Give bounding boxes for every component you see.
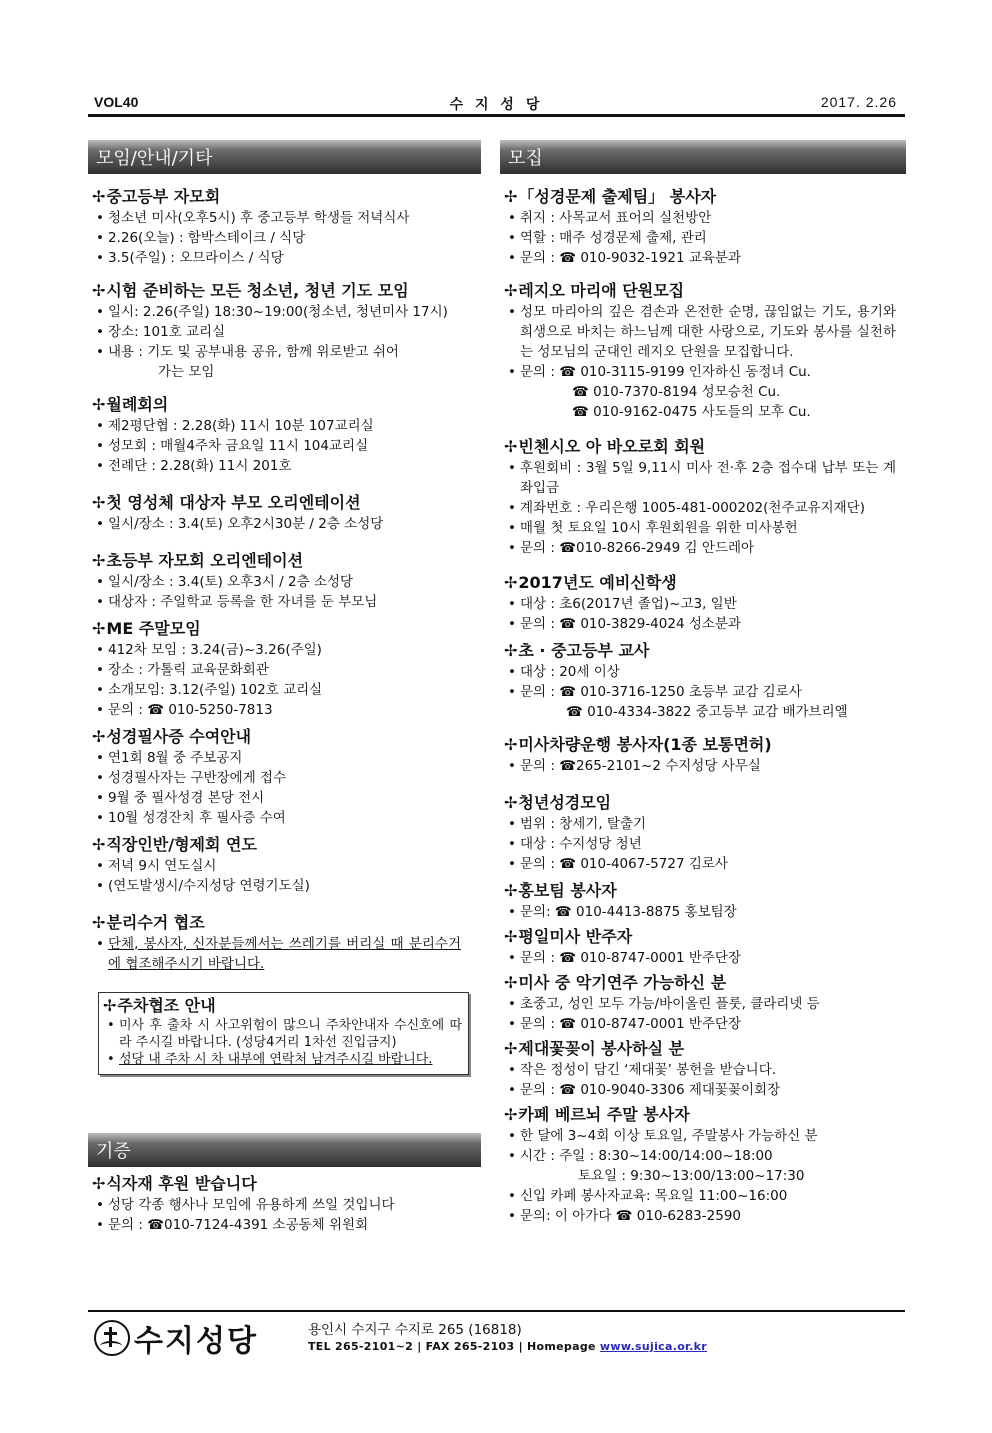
recruit-line: 대상 : 초6(2017년 졸업)~고3, 일반 xyxy=(520,596,737,612)
notice-item xyxy=(88,834,481,896)
bullet-icon: • xyxy=(508,1082,516,1098)
recruit-line: 작은 정성이 담긴 ‘제대꽃’ 봉헌을 받습니다. xyxy=(520,1062,777,1078)
bullet-icon: • xyxy=(96,1197,104,1213)
recruit-title: 「성경문제 출제팀」 봉사자 xyxy=(518,187,717,206)
bullet-icon: • xyxy=(96,304,104,320)
recruit-item xyxy=(500,1038,906,1100)
bullet-icon: • xyxy=(508,304,516,320)
bullet-icon: • xyxy=(96,682,104,698)
bullet-icon: • xyxy=(96,878,104,894)
volume-number: VOL40 xyxy=(94,94,139,110)
bullet-icon: • xyxy=(508,1016,516,1032)
cross-icon: ✢ xyxy=(504,437,518,456)
header-divider xyxy=(88,114,905,117)
bullet-icon: • xyxy=(96,418,104,434)
bullet-icon: • xyxy=(96,1217,104,1233)
notice-line: 제2평단협 : 2.28(화) 11시 10분 107교리실 xyxy=(108,418,374,434)
notice-title: 첫 영성체 대상자 부모 오리엔테이션 xyxy=(106,493,361,512)
recruit-item xyxy=(500,186,906,268)
notice-line: 412차 모임 : 3.24(금)~3.26(주일) xyxy=(108,642,322,658)
bullet-icon: • xyxy=(96,790,104,806)
cross-icon: ✢ xyxy=(103,996,117,1015)
recruit-line: 대상 : 20세 이상 xyxy=(520,664,620,680)
bullet-icon: • xyxy=(96,574,104,590)
notice-item xyxy=(88,1173,481,1235)
bullet-icon: • xyxy=(508,1128,516,1144)
parish-address: 용인시 수지구 수지로 265 (16818) xyxy=(308,1322,522,1338)
recruit-line: 신입 카페 봉사자교육: 목요일 11:00~16:00 xyxy=(520,1188,788,1204)
cross-icon: ✢ xyxy=(92,835,106,854)
bullet-icon: • xyxy=(508,210,516,226)
recruit-item xyxy=(500,436,906,558)
recruit-line: ☎ 010-4334-3822 중고등부 교감 배가브리엘 xyxy=(566,704,848,720)
recruit-line: 시간 : 주일 : 8:30~14:00/14:00~18:00 xyxy=(520,1148,773,1164)
cross-icon: ✢ xyxy=(504,735,518,754)
bullet-icon: • xyxy=(508,540,516,556)
bullet-icon: • xyxy=(508,664,516,680)
recruit-item xyxy=(500,792,906,874)
bullet-icon: • xyxy=(96,750,104,766)
account-number: 계좌번호 : 우리은행 1005-481-000202(천주교유지재단) xyxy=(520,500,865,516)
notice-item xyxy=(88,280,481,382)
recruit-line: ☎ 010-9162-0475 사도들의 모후 Cu. xyxy=(572,404,811,420)
recruit-line: 문의 : ☎ 010-3829-4024 성소분과 xyxy=(520,616,741,632)
notice-title: 중고등부 자모회 xyxy=(106,187,221,206)
cross-icon: ✢ xyxy=(504,641,518,660)
section-title-meetings: 모임/안내/기타 xyxy=(88,140,481,174)
cross-icon: ✢ xyxy=(504,881,518,900)
right-column xyxy=(500,140,906,1226)
bullet-icon: • xyxy=(96,702,104,718)
recruit-title: 평일미사 반주자 xyxy=(518,927,633,946)
cross-icon: ✢ xyxy=(92,619,106,638)
recruit-item xyxy=(500,1104,906,1226)
recruit-line: 토요일 : 9:30~13:00/13:00~17:30 xyxy=(578,1168,805,1184)
notice-line: 단체, 봉사자, 신자분들께서는 쓰레기를 버리실 때 분리수거에 협조해주시기 바랍니다. xyxy=(108,936,461,972)
recruit-line: 문의 : ☎ 010-8747-0001 반주단장 xyxy=(520,1016,741,1032)
bullet-icon: • xyxy=(508,758,516,774)
notice-item xyxy=(88,186,481,268)
contact-numbers: TEL 265-2101~2 | FAX 265-2103 | Homepage xyxy=(308,1340,600,1353)
notice-title: 시험 준비하는 모든 청소년, 청년 기도 모임 xyxy=(106,281,409,300)
parish-title: 수 지 성 당 xyxy=(449,96,544,112)
recruit-line: 문의 : ☎ 010-3716-1250 초등부 교감 김로사 xyxy=(520,684,802,700)
bullet-icon: • xyxy=(96,810,104,826)
cross-icon: ✢ xyxy=(504,793,518,812)
recruit-line: ☎ 010-7370-8194 성모승천 Cu. xyxy=(572,384,781,400)
recruit-item xyxy=(500,880,906,922)
notice-line: 저녁 9시 연도실시 xyxy=(108,858,217,874)
bullet-icon: • xyxy=(508,836,516,852)
bullet-icon: • xyxy=(96,770,104,786)
notice-line: 일시: 2.26(주일) 18:30~19:00(청소년, 청년미사 17시) xyxy=(108,304,448,320)
notice-line-continued: 가는 모임 xyxy=(158,364,215,380)
notice-line: 미사 후 출차 시 사고위험이 많으니 주차안내자 수신호에 따라 주시길 바랍니다. (성당4거리 1차선 진입금지) xyxy=(119,1018,462,1050)
cross-icon: ✢ xyxy=(92,395,106,414)
notice-line: 성당 내 주차 시 차 내부에 연락처 남겨주시길 바랍니다. xyxy=(119,1052,433,1067)
bullet-icon: • xyxy=(508,364,516,380)
cross-icon: ✢ xyxy=(504,187,518,206)
bullet-icon: • xyxy=(508,684,516,700)
notice-line: 성모회 : 매월4주차 금요일 11시 104교리실 xyxy=(108,438,369,454)
recruit-title: 2017년도 예비신학생 xyxy=(518,573,677,592)
notice-line: 장소: 101호 교리실 xyxy=(108,324,226,340)
bullet-icon: • xyxy=(96,594,104,610)
recruit-line: 성모 마리아의 깊은 겸손과 온전한 순명, 끊임없는 기도, 용기와 희생으로 바치는 하느님께 대한 사랑으로, 기도와 봉사를 실천하는 성모님의 군대인 레지오 단원을 모집합니다. xyxy=(520,304,896,360)
recruit-title: 청년성경모임 xyxy=(518,793,612,812)
recruit-title: 레지오 마리애 단원모집 xyxy=(518,281,685,300)
notice-title: ME 주말모임 xyxy=(106,619,201,638)
recruit-line: 문의: ☎ 010-4413-8875 홍보팀장 xyxy=(520,904,737,920)
recruit-line: 한 달에 3~4회 이상 토요일, 주말봉사 가능하신 분 xyxy=(520,1128,818,1144)
bullet-icon: • xyxy=(96,210,104,226)
recruit-title: 카페 베르뇌 주말 봉사자 xyxy=(518,1105,690,1124)
recruit-line: 문의 : ☎010-8266-2949 김 안드레아 xyxy=(520,540,755,556)
bullet-icon: • xyxy=(508,460,516,476)
bullet-icon: • xyxy=(96,662,104,678)
recruit-title: 초 · 중고등부 교사 xyxy=(518,641,650,660)
recruit-line: 매월 첫 토요일 10시 후원회원을 위한 미사봉헌 xyxy=(520,520,798,536)
footer-divider xyxy=(88,1310,905,1312)
notice-line: 2.26(오늘) : 함박스테이크 / 식당 xyxy=(108,230,306,246)
bullet-icon: • xyxy=(107,1052,115,1067)
notice-line: 10월 성경잔치 후 필사증 수여 xyxy=(108,810,286,826)
bullet-icon: • xyxy=(508,1208,516,1224)
bullet-icon: • xyxy=(508,856,516,872)
recruit-line: 문의 : ☎ 010-8747-0001 반주단장 xyxy=(520,950,741,966)
bullet-icon: • xyxy=(96,438,104,454)
bullet-icon: • xyxy=(508,500,516,516)
notice-title: 월례회의 xyxy=(106,395,169,414)
cross-icon: ✢ xyxy=(504,1039,518,1058)
recruit-item xyxy=(500,972,906,1034)
notice-title: 식자재 후원 받습니다 xyxy=(106,1174,257,1193)
notice-line: 일시/장소 : 3.4(토) 오후2시30분 / 2층 소성당 xyxy=(108,516,384,532)
bullet-icon: • xyxy=(508,950,516,966)
notice-line: 성당 각종 행사나 모임에 유용하게 쓰일 것입니다 xyxy=(108,1197,395,1213)
notice-line: 소개모임: 3.12(주일) 102호 교리실 xyxy=(108,682,323,698)
bullet-icon: • xyxy=(508,1188,516,1204)
recruit-item xyxy=(500,280,906,422)
bullet-icon: • xyxy=(508,230,516,246)
recruit-item xyxy=(500,572,906,634)
notice-title: 주차협조 안내 xyxy=(117,996,216,1015)
parish-logo-text: 수지성당 xyxy=(134,1324,258,1359)
bullet-icon: • xyxy=(508,816,516,832)
recruit-title: 미사 중 악기연주 가능하신 분 xyxy=(518,973,727,992)
bullet-icon: • xyxy=(96,858,104,874)
bullet-icon: • xyxy=(107,1018,115,1033)
parking-notice-box xyxy=(98,992,469,1075)
cross-icon: ✢ xyxy=(504,927,518,946)
bullet-icon: • xyxy=(508,250,516,266)
cross-icon: ✢ xyxy=(92,187,106,206)
cross-icon: ✢ xyxy=(92,727,106,746)
homepage-link[interactable]: www.sujica.or.kr xyxy=(599,1340,708,1353)
cross-icon: ✢ xyxy=(92,281,106,300)
cross-icon: ✢ xyxy=(92,493,106,512)
notice-line: 문의 : ☎010-7124-4391 소공동체 위원회 xyxy=(108,1217,369,1233)
notice-line: 일시/장소 : 3.4(토) 오후3시 / 2층 소성당 xyxy=(108,574,354,590)
notice-item xyxy=(88,912,481,974)
notice-line: 성경필사자는 구반장에게 접수 xyxy=(108,770,287,786)
notice-line: 연1회 8월 중 주보공지 xyxy=(108,750,243,766)
bullet-icon: • xyxy=(508,596,516,612)
notice-item xyxy=(88,726,481,828)
notice-title: 직장인반/형제회 연도 xyxy=(106,835,257,854)
recruit-item xyxy=(500,926,906,968)
notice-title: 성경필사증 수여안내 xyxy=(106,727,252,746)
bullet-icon: • xyxy=(96,324,104,340)
bullet-icon: • xyxy=(508,616,516,632)
cross-icon: ✢ xyxy=(504,973,518,992)
section-title-donation: 기증 xyxy=(88,1133,481,1167)
notice-line: 전례단 : 2.28(화) 11시 201호 xyxy=(108,458,292,474)
recruit-line: 초중고, 성인 모두 가능/바이올린 플룻, 클라리넷 등 xyxy=(520,996,820,1012)
bullet-icon: • xyxy=(96,250,104,266)
notice-title: 분리수거 협조 xyxy=(106,913,205,932)
cross-icon: ✢ xyxy=(504,573,518,592)
notice-title: 초등부 자모회 오리엔테이션 xyxy=(106,551,304,570)
cross-icon: ✢ xyxy=(504,1105,518,1124)
bullet-icon: • xyxy=(508,1148,516,1164)
recruit-line: 역할 : 매주 성경문제 출제, 관리 xyxy=(520,230,707,246)
bullet-icon: • xyxy=(508,904,516,920)
notice-line: 문의 : ☎ 010-5250-7813 xyxy=(108,702,273,718)
recruit-line: 대상 : 수지성당 청년 xyxy=(520,836,642,852)
recruit-title: 홍보팀 봉사자 xyxy=(518,881,617,900)
recruit-item xyxy=(500,734,906,776)
recruit-line: 후원회비 : 3월 5일 9,11시 미사 전·후 2층 접수대 납부 또는 계좌입금 xyxy=(520,460,896,496)
bulletin-header xyxy=(88,92,905,112)
parish-contact xyxy=(308,1340,707,1353)
notice-line: 9월 중 필사성경 본당 전시 xyxy=(108,790,265,806)
left-column xyxy=(88,140,481,1235)
notice-line: 청소년 미사(오후5시) 후 중고등부 학생들 저녁식사 xyxy=(108,210,410,226)
bulletin-footer xyxy=(88,1318,905,1362)
notice-line: (연도발생시/수지성당 연령기도실) xyxy=(108,878,310,894)
recruit-line: 취지 : 사목교서 표어의 실천방안 xyxy=(520,210,712,226)
recruit-title: 빈첸시오 아 바오로회 회원 xyxy=(518,437,706,456)
recruit-title: 미사차량운행 봉사자(1종 보통면허) xyxy=(518,735,772,754)
recruit-line: 문의 : ☎ 010-9032-1921 교육분과 xyxy=(520,250,741,266)
recruit-line: 문의: 이 아가다 ☎ 010-6283-2590 xyxy=(520,1208,741,1224)
recruit-line: 문의 : ☎ 010-4067-5727 김로사 xyxy=(520,856,728,872)
bullet-icon: • xyxy=(96,642,104,658)
notice-item xyxy=(88,492,481,534)
cross-icon: ✢ xyxy=(92,913,106,932)
notice-line: 내용 : 기도 및 공부내용 공유, 함께 위로받고 쉬어 xyxy=(108,344,399,360)
cross-icon: ✢ xyxy=(504,281,518,300)
bulletin-date: 2017. 2.26 xyxy=(820,94,897,110)
recruit-line: 문의 : ☎ 010-9040-3306 제대꽃꽂이회장 xyxy=(520,1082,781,1098)
bullet-icon: • xyxy=(96,936,104,952)
recruit-line: 문의 : ☎ 010-3115-9199 인자하신 동정녀 Cu. xyxy=(520,364,811,380)
notice-line: 장소 : 가톨릭 교육문화회관 xyxy=(108,662,269,678)
recruit-item xyxy=(500,640,906,722)
recruit-title: 제대꽃꽂이 봉사하실 분 xyxy=(518,1039,685,1058)
notice-line: 3.5(주일) : 오므라이스 / 식당 xyxy=(108,250,284,266)
parish-seal-icon xyxy=(94,1320,130,1356)
bullet-icon: • xyxy=(508,996,516,1012)
section-title-recruit: 모집 xyxy=(500,140,906,174)
notice-item xyxy=(88,550,481,612)
recruit-line: 범위 : 창세기, 탈출기 xyxy=(520,816,647,832)
cross-icon: ✢ xyxy=(92,551,106,570)
bullet-icon: • xyxy=(508,520,516,536)
notice-line: 대상자 : 주일학교 등록을 한 자녀를 둔 부모님 xyxy=(108,594,378,610)
bullet-icon: • xyxy=(508,1062,516,1078)
bullet-icon: • xyxy=(96,344,104,360)
bullet-icon: • xyxy=(96,458,104,474)
notice-item xyxy=(88,618,481,720)
cross-icon: ✢ xyxy=(92,1174,106,1193)
recruit-line: 문의 : ☎265-2101~2 수지성당 사무실 xyxy=(520,758,761,774)
notice-item xyxy=(88,394,481,476)
bullet-icon: • xyxy=(96,230,104,246)
bullet-icon: • xyxy=(96,516,104,532)
